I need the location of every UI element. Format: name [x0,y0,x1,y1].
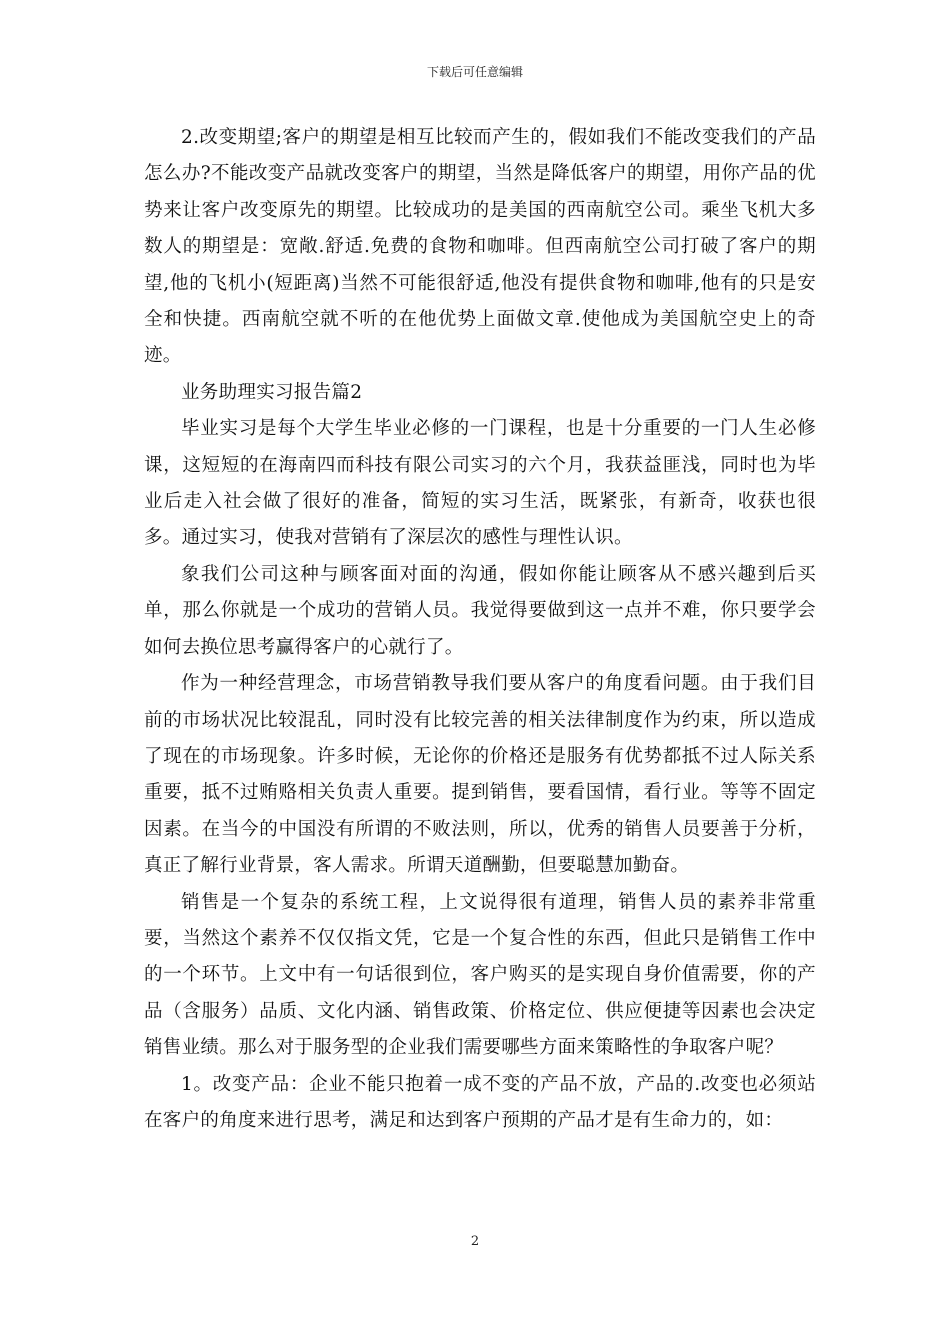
page-number: 2 [470,1234,480,1249]
paragraph-sales-engineering: 销售是一个复杂的系统工程，上文说得很有道理，销售人员的素养非常重要，当然这个素养不仅仅指文凭，它是一个复合性的东西，但此只是销售工作中的一个环节。上文中有一句话很到位，客户购买的是实现自身价值需要，你的产品（含服务）品质、文化内涵、销售政策、价格定位、供应便捷等因素也会决定销售业绩。那么对于服务型的企业我们需要哪些方面来策略性的争取客户呢？ [144,891,816,1059]
section-heading: 业务助理实习报告篇2 [181,381,363,403]
page-header: 下载后可任意编辑 [426,65,523,79]
paragraph-marketing-concept: 作为一种经营理念，市场营销教导我们要从客户的角度看问题。由于我们目前的市场状况比较混乱，同时没有比较完善的相关法律制度作为约束，所以造成了现在的市场现象。许多时候，无论你的价格还是服务有优势都抵不过人际关系重要，抵不过贿赂相关负责人重要。提到销售，要看国情，看行业。等等不固定因素。在当今的中国没有所谓的不败法则，所以，优秀的销售人员要善于分析，真正了解行业背景，客人需求。所谓天道酬勤，但要聪慧加勤奋。 [144,673,816,877]
paragraph-internship: 毕业实习是每个大学生毕业必修的一门课程，也是十分重要的一门人生必修课，这短短的在海南四而科技有限公司实习的六个月，我获益匪浅，同时也为毕业后走入社会做了很好的准备，简短的实习生活，既紧张，有新奇，收获也很多。通过实习，使我对营销有了深层次的感性与理性认识。 [144,418,816,549]
paragraph-change-product: 1。改变产品：企业不能只抱着一成不变的产品不放，产品的.改变也必须站在客户的角度来进行思考，满足和达到客户预期的产品才是有生命力的，如： [144,1073,816,1131]
document-body [144,120,816,1139]
paragraph-expectation: 2.改变期望;客户的期望是相互比较而产生的，假如我们不能改变我们的产品怎么办?不能改变产品就改变客户的期望，当然是降低客户的期望，用你产品的优势来让客户改变原先的期望。比较成功的是美国的西南航空公司。乘坐飞机大多数人的期望是：宽敞.舒适.免费的食物和咖啡。但西南航空公司打破了客户的期望,他的飞机小(短距离)当然不可能很舒适,他没有提供食物和咖啡,他有的只是安全和快捷。西南航空就不听的在他优势上面做文章.使他成为美国航空史上的奇迹。 [144,127,816,367]
paragraph-communication: 象我们公司这种与顾客面对面的沟通，假如你能让顾客从不感兴趣到后买单，那么你就是一个成功的营销人员。我觉得要做到这一点并不难，你只要学会如何去换位思考赢得客户的心就行了。 [144,563,816,658]
